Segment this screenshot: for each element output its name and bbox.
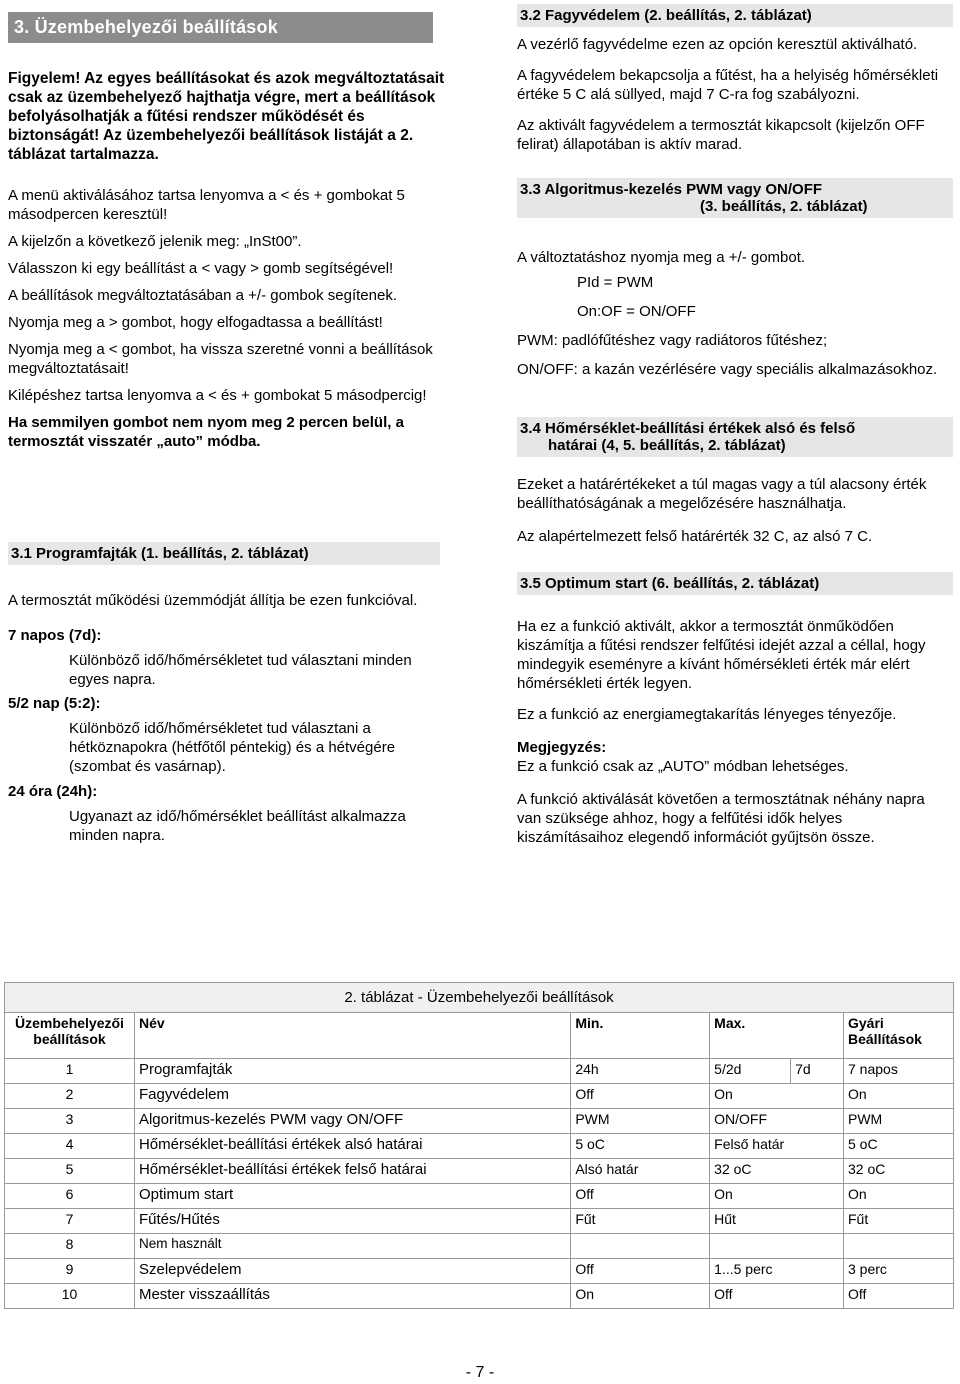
note-label: Megjegyzés: xyxy=(517,739,607,756)
row-min: PWM xyxy=(571,1109,710,1134)
table-row xyxy=(5,1184,954,1209)
instruction-5: Nyomja meg a > gombot, hogy elfogadtassa a beállítást! xyxy=(8,314,383,331)
row-max: Felső határ xyxy=(710,1134,844,1159)
section-3-2-heading: 3.2 Fagyvédelem (2. beállítás, 2. táblázat) xyxy=(517,4,953,27)
instruction-6: Nyomja meg a < gombot, ha vissza szeretné vonni a beállítások megváltoztatásait! xyxy=(8,341,433,377)
header-default: Gyári Beállítások xyxy=(844,1013,954,1059)
table-row xyxy=(5,1159,954,1184)
section-3-3-pid: PId = PWM xyxy=(577,274,654,291)
row-min xyxy=(571,1234,710,1259)
table-caption: 2. táblázat - Üzembehelyezői beállítások xyxy=(5,983,954,1013)
row-name: Optimum start xyxy=(134,1184,570,1209)
section-3-4-p1: Ezeket a határértékeket a túl magas vagy a túl alacsony érték beállíthatóságának a megelőzésére használhatja. xyxy=(517,476,927,512)
section-3-3-heading-line2: (3. beállítás, 2. táblázat) xyxy=(700,198,868,215)
row-default: 7 napos xyxy=(844,1059,954,1084)
table-row xyxy=(5,1234,954,1259)
table-row xyxy=(5,1209,954,1234)
section-3-3-p1: A változtatáshoz nyomja meg a +/- gombot. xyxy=(517,249,806,266)
table-row xyxy=(5,1284,954,1309)
mode-52-label: 5/2 nap (5:2): xyxy=(8,695,101,712)
table-row xyxy=(5,1084,954,1109)
table-row xyxy=(5,1259,954,1284)
note-text: Ez a funkció csak az „AUTO” módban lehetséges. xyxy=(517,758,849,775)
row-name: Szelepvédelem xyxy=(134,1259,570,1284)
left-column xyxy=(8,12,448,451)
row-max: ON/OFF xyxy=(710,1109,844,1134)
row-name: Nem használt xyxy=(134,1234,570,1259)
mode-7d-text: Különböző idő/hőmérsékletet tud választani minden egyes napra. xyxy=(69,652,412,688)
table-row xyxy=(5,1134,954,1159)
row-number: 6 xyxy=(5,1184,135,1209)
row-default: PWM xyxy=(844,1109,954,1134)
row-number: 7 xyxy=(5,1209,135,1234)
row-max: Off xyxy=(710,1284,844,1309)
warning-text: Figyelem! Az egyes beállításokat és azok megváltoztatásait csak az üzembehelyező hajthatja végre, mert a beállítások befolyásolhatják a fűtési rendszer működését és biztonságát! Az üzembehelyezői beállítások listáját a 2. táblázat tartalmazza. xyxy=(8,70,445,163)
section-3-3-heading xyxy=(517,178,953,218)
row-min: Alsó határ xyxy=(571,1159,710,1184)
row-default: On xyxy=(844,1084,954,1109)
row-min: On xyxy=(571,1284,710,1309)
row-max: On xyxy=(710,1084,844,1109)
row-name: Hőmérséklet-beállítási értékek alsó határai xyxy=(134,1134,570,1159)
row-max: On xyxy=(710,1184,844,1209)
section-3-5-heading: 3.5 Optimum start (6. beállítás, 2. táblázat) xyxy=(517,572,953,595)
row-number: 2 xyxy=(5,1084,135,1109)
section-3-3-pwm: PWM: padlófűtéshez vagy radiátoros fűtéshez; xyxy=(517,332,828,349)
instruction-3: Válasszon ki egy beállítást a < vagy > gomb segítségével! xyxy=(8,260,394,277)
section-heading: 3. Üzembehelyezői beállítások xyxy=(8,12,433,43)
settings-table xyxy=(4,982,954,1309)
section-3-4-heading-line1: 3.4 Hőmérséklet-beállítási értékek alsó és felső xyxy=(520,420,856,437)
section-3-3-onof: On:OF = ON/OFF xyxy=(577,303,696,320)
section-3-5-p3: A funkció aktiválását követően a termosztátnak néhány napra van szüksége ahhoz, hogy a felfűtési idők helyes kiszámításaihoz elegendő információt gyűjtsön össze. xyxy=(517,791,925,846)
table-caption-row xyxy=(5,983,954,1013)
row-default: 5 oC xyxy=(844,1134,954,1159)
row-name: Algoritmus-kezelés PWM vagy ON/OFF xyxy=(134,1109,570,1134)
section-3-2-p2: A fagyvédelem bekapcsolja a fűtést, ha a helyiség hőmérsékleti értéke 5 C alá süllyed, majd 7 C-ra fog szabályozni. xyxy=(517,67,939,103)
header-min: Min. xyxy=(571,1013,710,1059)
header-setting: Üzembehelyezői beállítások xyxy=(5,1013,135,1059)
row-name: Fagyvédelem xyxy=(134,1084,570,1109)
section-3-4-heading xyxy=(517,417,953,457)
row-name: Programfajták xyxy=(134,1059,570,1084)
row-name: Hőmérséklet-beállítási értékek felső határai xyxy=(134,1159,570,1184)
section-3-5-p2: Ez a funkció az energiamegtakarítás lényeges tényezője. xyxy=(517,706,897,723)
row-number: 9 xyxy=(5,1259,135,1284)
instruction-4: A beállítások megváltoztatásában a +/- gombok segítenek. xyxy=(8,287,397,304)
table-header-row xyxy=(5,1013,954,1059)
row-max: Hűt xyxy=(710,1209,844,1234)
section-3-2-p1: A vezérlő fagyvédelme ezen az opción keresztül aktiválható. xyxy=(517,36,918,53)
row-default xyxy=(844,1234,954,1259)
section-3-1-intro: A termosztát működési üzemmódját állítja be ezen funkcióval. xyxy=(8,592,418,609)
section-3-5-p1: Ha ez a funkció aktivált, akkor a termosztát önműködően kiszámítja a fűtési rendszer felfűtési idejét azzal a céllal, hogy mindegyik eseményre a kívánt hőmérsékleti érték már elért hőmérsékleti érték legyen. xyxy=(517,618,926,692)
row-number: 4 xyxy=(5,1134,135,1159)
row-max: 1...5 perc xyxy=(710,1259,844,1284)
instruction-8: Ha semmilyen gombot nem nyom meg 2 percen belül, a termosztát visszatér „auto” módba. xyxy=(8,414,404,450)
settings-table-wrapper xyxy=(4,982,954,1309)
section-3-1 xyxy=(8,542,440,845)
section-3-4-heading-line2: határai (4, 5. beállítás, 2. táblázat) xyxy=(548,437,786,454)
mode-24h-label: 24 óra (24h): xyxy=(8,783,98,800)
row-max xyxy=(710,1234,844,1259)
header-max: Max. xyxy=(710,1013,844,1059)
header-name: Név xyxy=(134,1013,570,1059)
row-min: 24h xyxy=(571,1059,710,1084)
row-max: 5/2d xyxy=(710,1059,791,1084)
row-number: 10 xyxy=(5,1284,135,1309)
section-3-3-heading-line1: 3.3 Algoritmus-kezelés PWM vagy ON/OFF xyxy=(520,181,823,198)
row-max: 32 oC xyxy=(710,1159,844,1184)
row-min: Fűt xyxy=(571,1209,710,1234)
row-min: Off xyxy=(571,1259,710,1284)
row-default: 3 perc xyxy=(844,1259,954,1284)
section-3-3-onoff: ON/OFF: a kazán vezérlésére vagy speciális alkalmazásokhoz. xyxy=(517,361,938,378)
mode-24h-text: Ugyanazt az idő/hőmérséklet beállítást alkalmazza minden napra. xyxy=(69,808,406,844)
row-number: 5 xyxy=(5,1159,135,1184)
section-3-1-heading: 3.1 Programfajták (1. beállítás, 2. táblázat) xyxy=(8,542,440,565)
right-column xyxy=(517,4,953,847)
row-name: Mester visszaállítás xyxy=(134,1284,570,1309)
row-min: Off xyxy=(571,1184,710,1209)
section-3-4-p2: Az alapértelmezett felső határérték 32 C, az alsó 7 C. xyxy=(517,528,873,545)
page-number: - 7 - xyxy=(465,1364,495,1381)
row-number: 8 xyxy=(5,1234,135,1259)
row-number: 3 xyxy=(5,1109,135,1134)
row-number: 1 xyxy=(5,1059,135,1084)
row-max-alt: 7d xyxy=(791,1059,844,1084)
table-row xyxy=(5,1109,954,1134)
instruction-2: A kijelzőn a következő jelenik meg: „InSt00”. xyxy=(8,233,302,250)
row-name: Fűtés/Hűtés xyxy=(134,1209,570,1234)
row-default: Fűt xyxy=(844,1209,954,1234)
instruction-1: A menü aktiválásához tartsa lenyomva a < és + gombokat 5 másodpercen keresztül! xyxy=(8,187,405,223)
row-default: On xyxy=(844,1184,954,1209)
row-default: 32 oC xyxy=(844,1159,954,1184)
row-min: Off xyxy=(571,1084,710,1109)
section-3-2-p3: Az aktivált fagyvédelem a termosztát kikapcsolt (kijelzőn OFF felirat) állapotában is aktív marad. xyxy=(517,117,925,153)
instruction-7: Kilépéshez tartsa lenyomva a < és + gombokat 5 másodpercig! xyxy=(8,387,427,404)
mode-7d-label: 7 napos (7d): xyxy=(8,627,102,644)
row-min: 5 oC xyxy=(571,1134,710,1159)
table-row xyxy=(5,1059,954,1084)
row-default: Off xyxy=(844,1284,954,1309)
mode-52-text: Különböző idő/hőmérsékletet tud választani a hétköznapokra (hétfőtől péntekig) és a hétvégére (szombat és vasárnap). xyxy=(69,720,396,775)
